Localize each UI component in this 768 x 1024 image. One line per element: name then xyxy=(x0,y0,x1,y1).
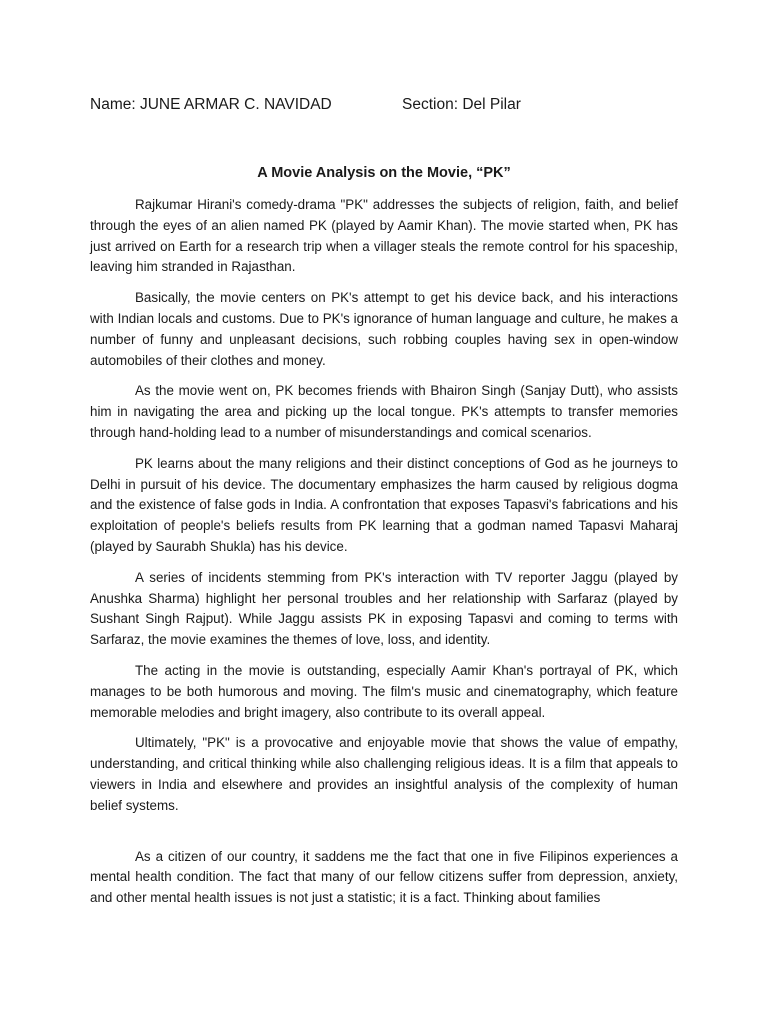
name-value: JUNE ARMAR C. NAVIDAD xyxy=(139,96,332,113)
paragraph-7: Ultimately, "PK" is a provocative and enjoyable movie that shows the value of empathy, understanding, and critical thinking while also challenging religious ideas. It is a film that appeals to viewers in India and elsewhere and provides an insightful analysis of the complexity of human belief systems. xyxy=(90,735,678,813)
paragraph-1: Rajkumar Hirani's comedy-drama "PK" addresses the subjects of religion, faith, and belief through the eyes of an alien named PK (played by Aamir Khan). The movie started when, PK has just arrived on Earth for a research trip when a villager steals the remote control for his spaceship, leaving him stranded in Rajasthan. xyxy=(90,197,678,275)
paragraph-5: A series of incidents stemming from PK's interaction with TV reporter Jaggu (played by Anushka Sharma) highlight her personal troubles and her relationship with Sarfaraz (played by Sushant Singh Rajput). While Jaggu assists PK in exposing Tapasvi and coming to terms with Sarfaraz, the movie examines the themes of love, loss, and identity. xyxy=(90,569,678,648)
document-body xyxy=(90,195,678,919)
name-label: Name: xyxy=(90,96,136,113)
paragraph-3: As the movie went on, PK becomes friends with Bhairon Singh (Sanjay Dutt), who assists him in navigating the area and picking up the local tongue. PK's attempts to transfer memories through hand-holding lead to a number of misunderstandings and comical scenarios. xyxy=(90,383,678,440)
paragraph-6: The acting in the movie is outstanding, especially Aamir Khan's portrayal of PK, which manages to be both humorous and moving. The film's music and cinematography, which feature memorable melodies and bright imagery, also contribute to its overall appeal. xyxy=(90,662,678,720)
section-label: Section: xyxy=(402,96,459,113)
section-value: Del Pilar xyxy=(462,96,521,113)
student-name-field xyxy=(90,95,332,115)
document-title: A Movie Analysis on the Movie, “PK” xyxy=(257,165,511,181)
paragraph-8: As a citizen of our country, it saddens me the fact that one in five Filipinos experiences a mental health condition. The fact that many of our fellow citizens suffer from depression, anxiety, and other mental health issues is not just a statistic; it is a fact. Thinking about families xyxy=(90,848,678,906)
paragraph-4: PK learns about the many religions and their distinct conceptions of God as he journeys to Delhi in pursuit of his device. The documentary emphasizes the harm caused by religious dogma and the existence of false gods in India. A confrontation that exposes Tapasvi's fabrications and his exploitation of people's beliefs results from PK learning that a godman named Tapasvi Maharaj (played by Saurabh Shukla) has his device. xyxy=(90,455,678,554)
paragraph-2: Basically, the movie centers on PK's attempt to get his device back, and his interactions with Indian locals and customs. Due to PK's ignorance of human language and culture, he makes a number of funny and unpleasant decisions, such robbing couples having sex in open-window automobiles of their clothes and money. xyxy=(90,290,678,368)
section-field xyxy=(402,95,521,115)
